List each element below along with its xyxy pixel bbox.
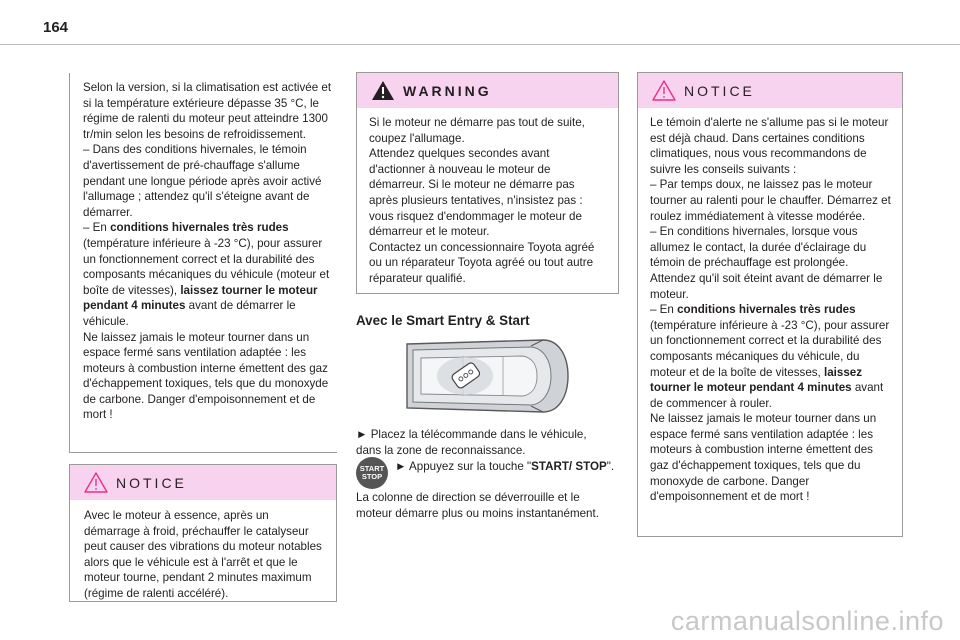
watermark: carmanualsonline.info xyxy=(670,606,944,636)
warning-box-title: WARNING xyxy=(403,83,492,99)
notice-box-1-header xyxy=(70,465,336,500)
col1-bottom-border xyxy=(69,452,337,453)
warning-body-1: Si le moteur ne démarre pas tout de suite, coupez l'allumage. xyxy=(369,116,585,145)
col1-closing: Ne laissez jamais le moteur tourner dans un espace fermé sans ventilation adaptée : les moteurs à combustion interne émettent des gaz d'échappement toxiques, tels que du monoxyde de carbone. Danger d'empoisonnement et de mort ! xyxy=(83,330,329,422)
smart-entry-heading: Avec le Smart Entry & Start xyxy=(356,313,530,328)
warning-body-2: Attendez quelques secondes avant d'actionner à nouveau le moteur de démarreur. Si le moteur ne démarre pas après plusieurs tentatives, n'insistez pas : vous risquez d'endommager le moteur de démarreur et le moteur. xyxy=(369,147,583,239)
smart-entry-step-3: La colonne de direction se déverrouille et le moteur démarre plus ou moins instantanément. xyxy=(356,491,599,520)
notice-box-2-title: NOTICE xyxy=(684,83,755,99)
smart-entry-step-1: ► Placez la télécommande dans le véhicule, dans la zone de reconnaissance. xyxy=(356,428,587,457)
warning-body-3: Contactez un concessionnaire Toyota agréé ou un réparateur Toyota agréé ou tout autre réparateur qualifié. xyxy=(369,240,595,285)
notice-2-intro: Le témoin d'alerte ne s'allume pas si le moteur est déjà chaud. Dans certaines conditions climatiques, nous vous recommandons de suivre les conseils suivants : xyxy=(650,116,889,176)
col1-intro: Selon la version, si la climatisation est activée et si la température extérieure dépasse 35 °C, le régime de ralenti du moteur peut atteindre 1300 tr/min selon les besoins de refroidissement. xyxy=(83,81,332,141)
notice-box-2 xyxy=(637,72,903,537)
page-number: 164 xyxy=(43,19,69,36)
notice-box-1 xyxy=(69,464,337,602)
notice-box-1-title: NOTICE xyxy=(116,475,187,491)
header-divider xyxy=(0,44,960,45)
smart-entry-step-2: ► Appuyez sur la touche "START/ STOP". xyxy=(395,460,615,473)
start-stop-button-icon: START STOP xyxy=(356,457,388,489)
notice-2-bullet-1: – Par temps doux, ne laissez pas le moteur tourner au ralenti pour le chauffer. Démarrez et roulez immédiatement à vitesse modérée. xyxy=(650,178,891,223)
warning-box xyxy=(356,72,619,294)
col1-bullet-1: – Dans des conditions hivernales, le témoin d'avertissement de pré-chauffage s'allume pendant une longue période après avoir activé l'allumage ; attendez qu'il s'éteigne avant de démarrer. xyxy=(83,143,322,219)
car-key-illustration xyxy=(403,336,571,416)
notice-2-bullet-2: – En conditions hivernales, lorsque vous allumez le contact, la durée d'éclairage du témoin de préchauffage est prolongée. Attendez qu'il soit éteint avant de démarrer le moteur. xyxy=(650,225,883,301)
notice-triangle-icon xyxy=(652,80,676,101)
notice-2-closing: Ne laissez jamais le moteur tourner dans un espace fermé sans ventilation adaptée : les moteurs à combustion interne émettent des gaz d'échappement toxiques, tels que du monoxyde de carbone. Danger d'empoisonnement et de mort ! xyxy=(650,412,877,504)
notice-triangle-icon xyxy=(84,472,108,493)
notice-2-bullet-3: – En conditions hivernales très rudes (température inférieure à -23 °C), pour assurer un fonctionnement correct et la durabilité des composants mécaniques du véhicule, du moteur et de la boîte de vitesses, laissez tourner le moteur pendant 4 minutes avant de commencer à rouler. xyxy=(650,303,890,410)
warning-box-header xyxy=(357,73,618,108)
warning-triangle-icon xyxy=(371,80,395,101)
col1-text-block xyxy=(69,80,337,423)
notice-box-1-body: Avec le moteur à essence, après un démarrage à froid, préchauffer le catalyseur peut causer des vibrations du moteur notables alors que le véhicule est à l'arrêt et que le moteur tourne, pendant 2 minutes maximum (régime de ralenti accéléré). xyxy=(84,509,322,600)
notice-box-2-header xyxy=(638,73,902,108)
col1-bullet-2: – En conditions hivernales très rudes (température inférieure à -23 °C), pour assurer un fonctionnement correct et la durabilité des composants mécaniques du véhicule (moteur et boîte de vitesses), laissez tourner le moteur pendant 4 minutes avant de démarrer le véhicule. xyxy=(83,221,330,328)
